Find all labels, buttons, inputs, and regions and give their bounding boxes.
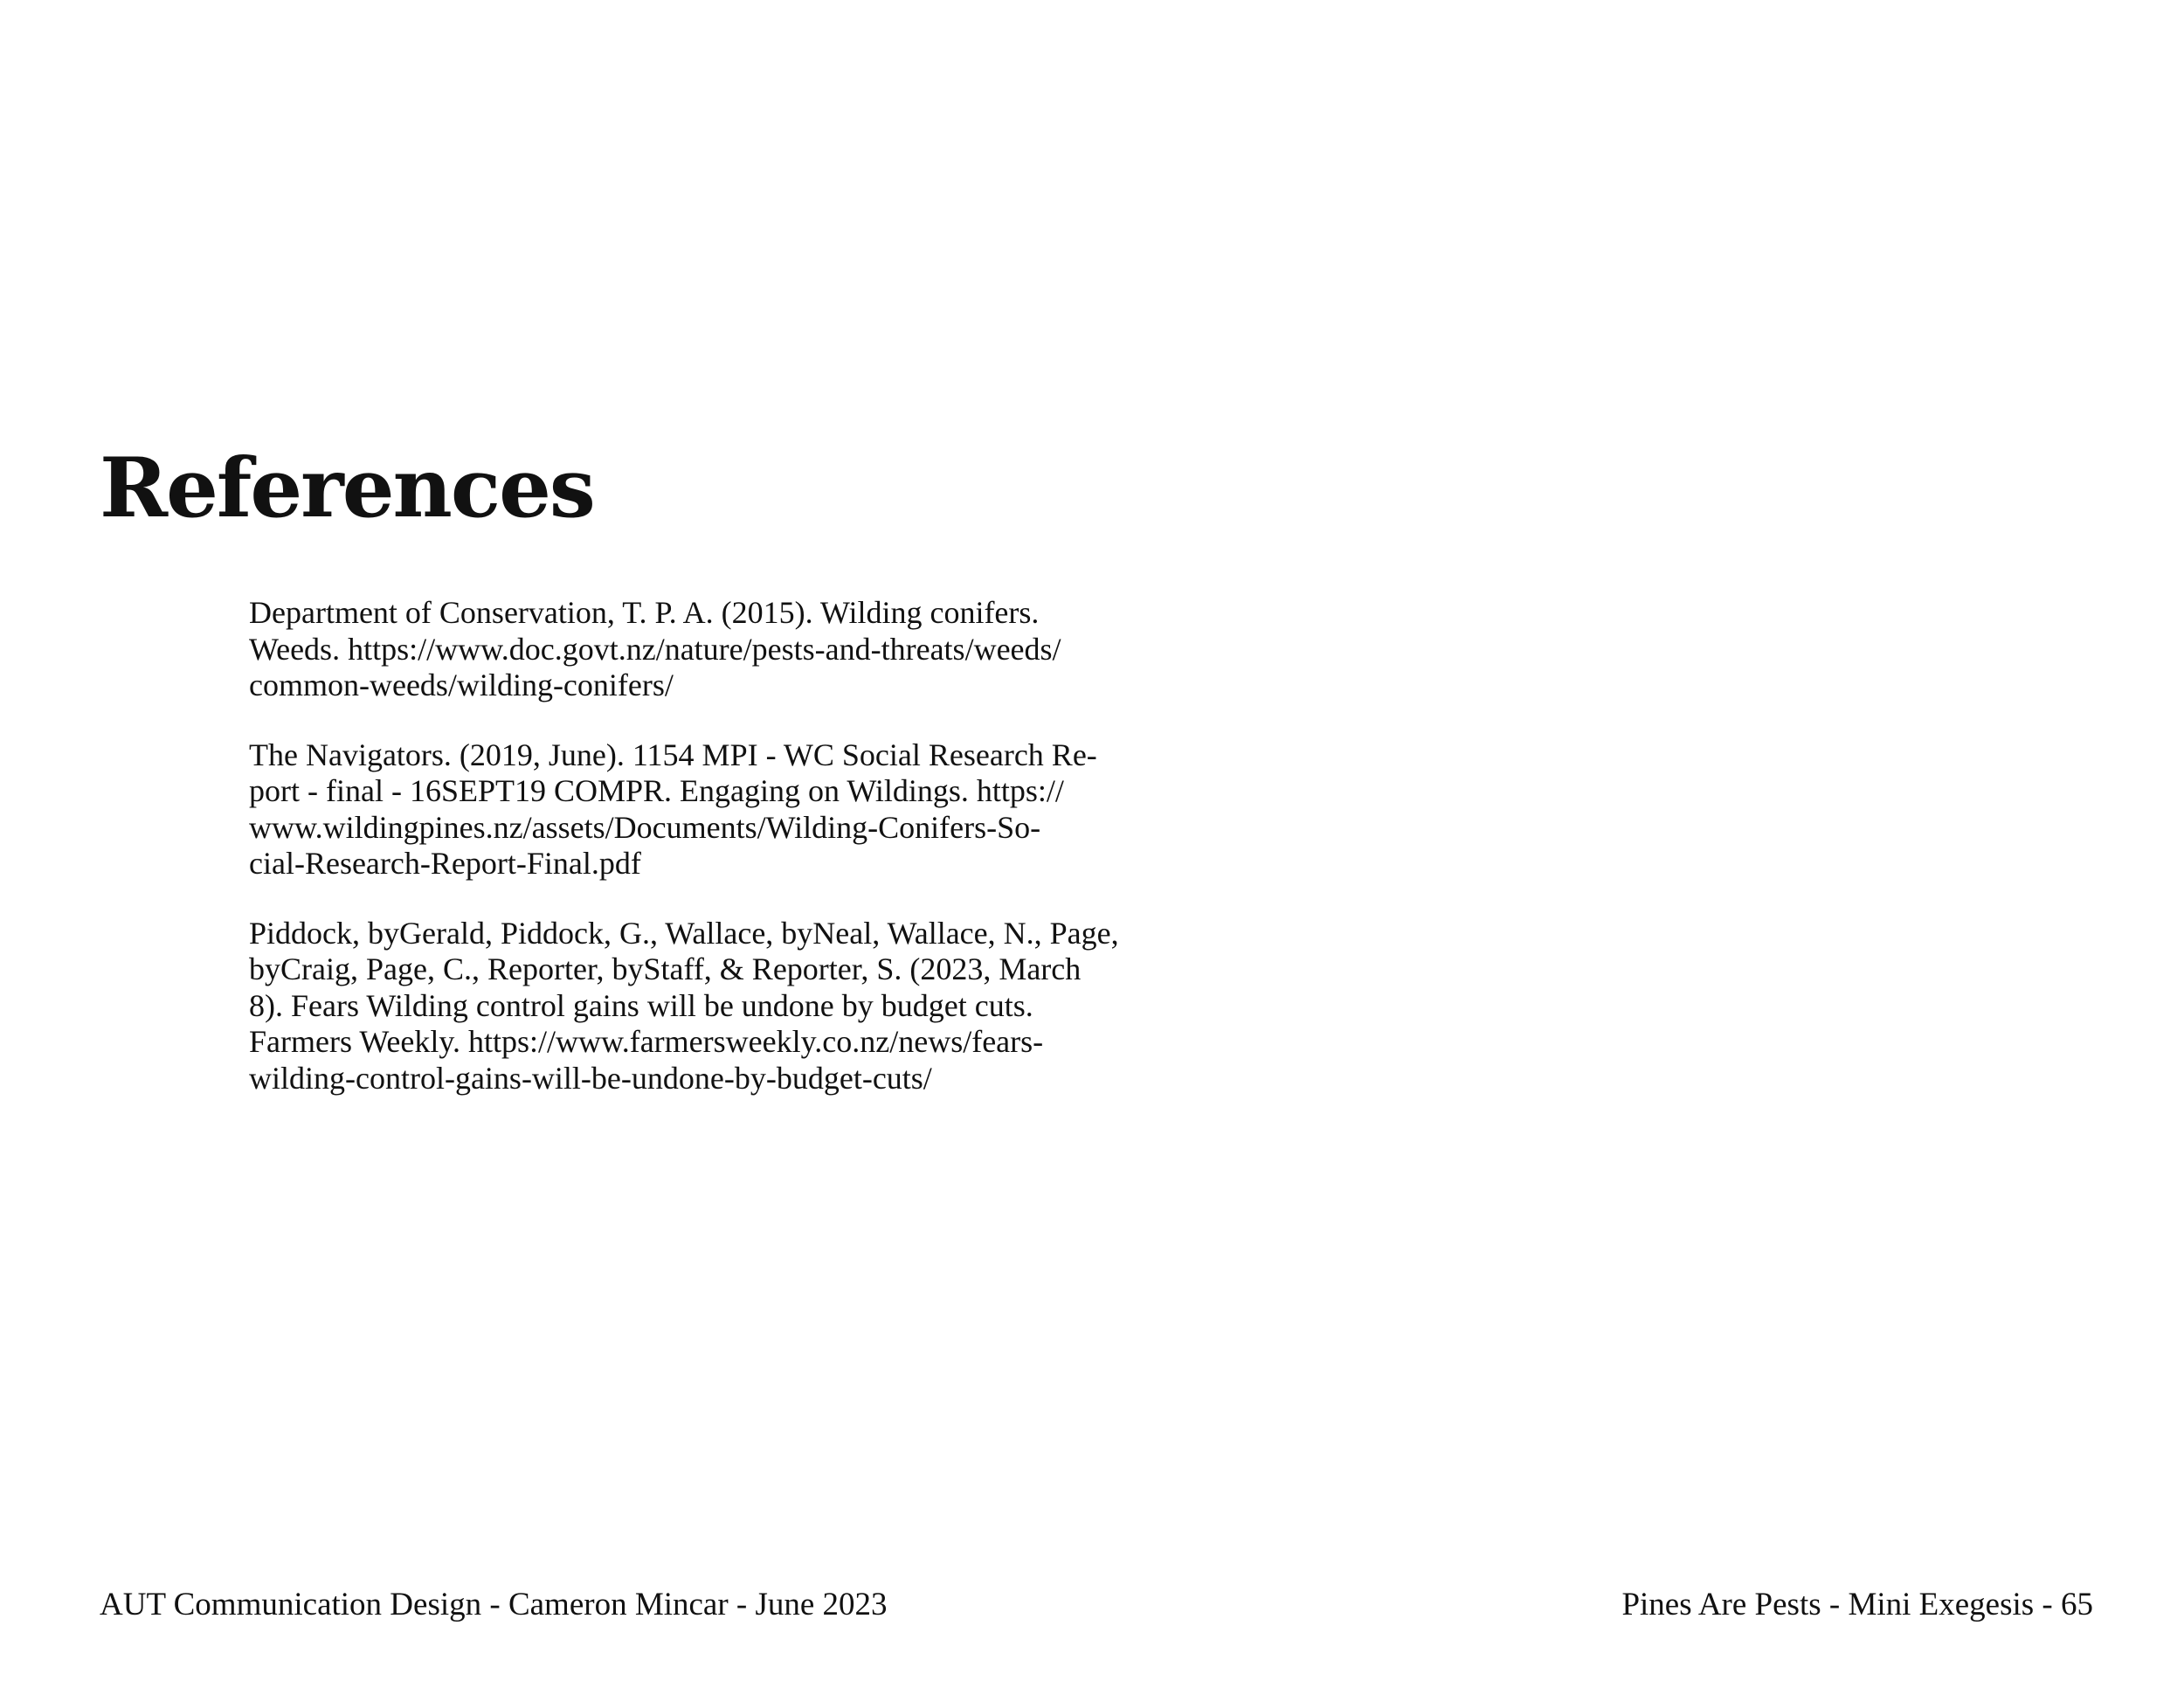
footer-right: Pines Are Pests - Mini Exegesis - 65 [1621, 1587, 2093, 1622]
reference-entry: Piddock, byGerald, Piddock, G., Wallace, byNeal, Wallace, N., Page, byCraig, Page, C., Reporter, byStaff, & Reporter, S. (2023, March 8). Fears Wilding control gains will be undone by budget cuts. Farmers Weekly. https://www.farmersweekly.co.nz/news/fears- wilding-control-gains-will-be-undone-by-budget-cuts/ [249, 915, 1119, 1096]
page-title: References [100, 440, 594, 536]
reference-entry: The Navigators. (2019, June). 1154 MPI - WC Social Research Re- port - final - 16SEPT19 COMPR. Engaging on Wildings. https:// www.wildingpines.nz/assets/Documents/Wilding-Conifers-So- cial-Research-Report-Final.pdf [249, 737, 1097, 881]
footer-left: AUT Communication Design - Cameron Mincar - June 2023 [100, 1587, 888, 1622]
reference-entry: Department of Conservation, T. P. A. (2015). Wilding conifers. Weeds. https://www.doc.govt.nz/nature/pests-and-threats/weeds/ common-weeds/wilding-conifers/ [249, 595, 1061, 702]
reference-list [249, 595, 1271, 1130]
